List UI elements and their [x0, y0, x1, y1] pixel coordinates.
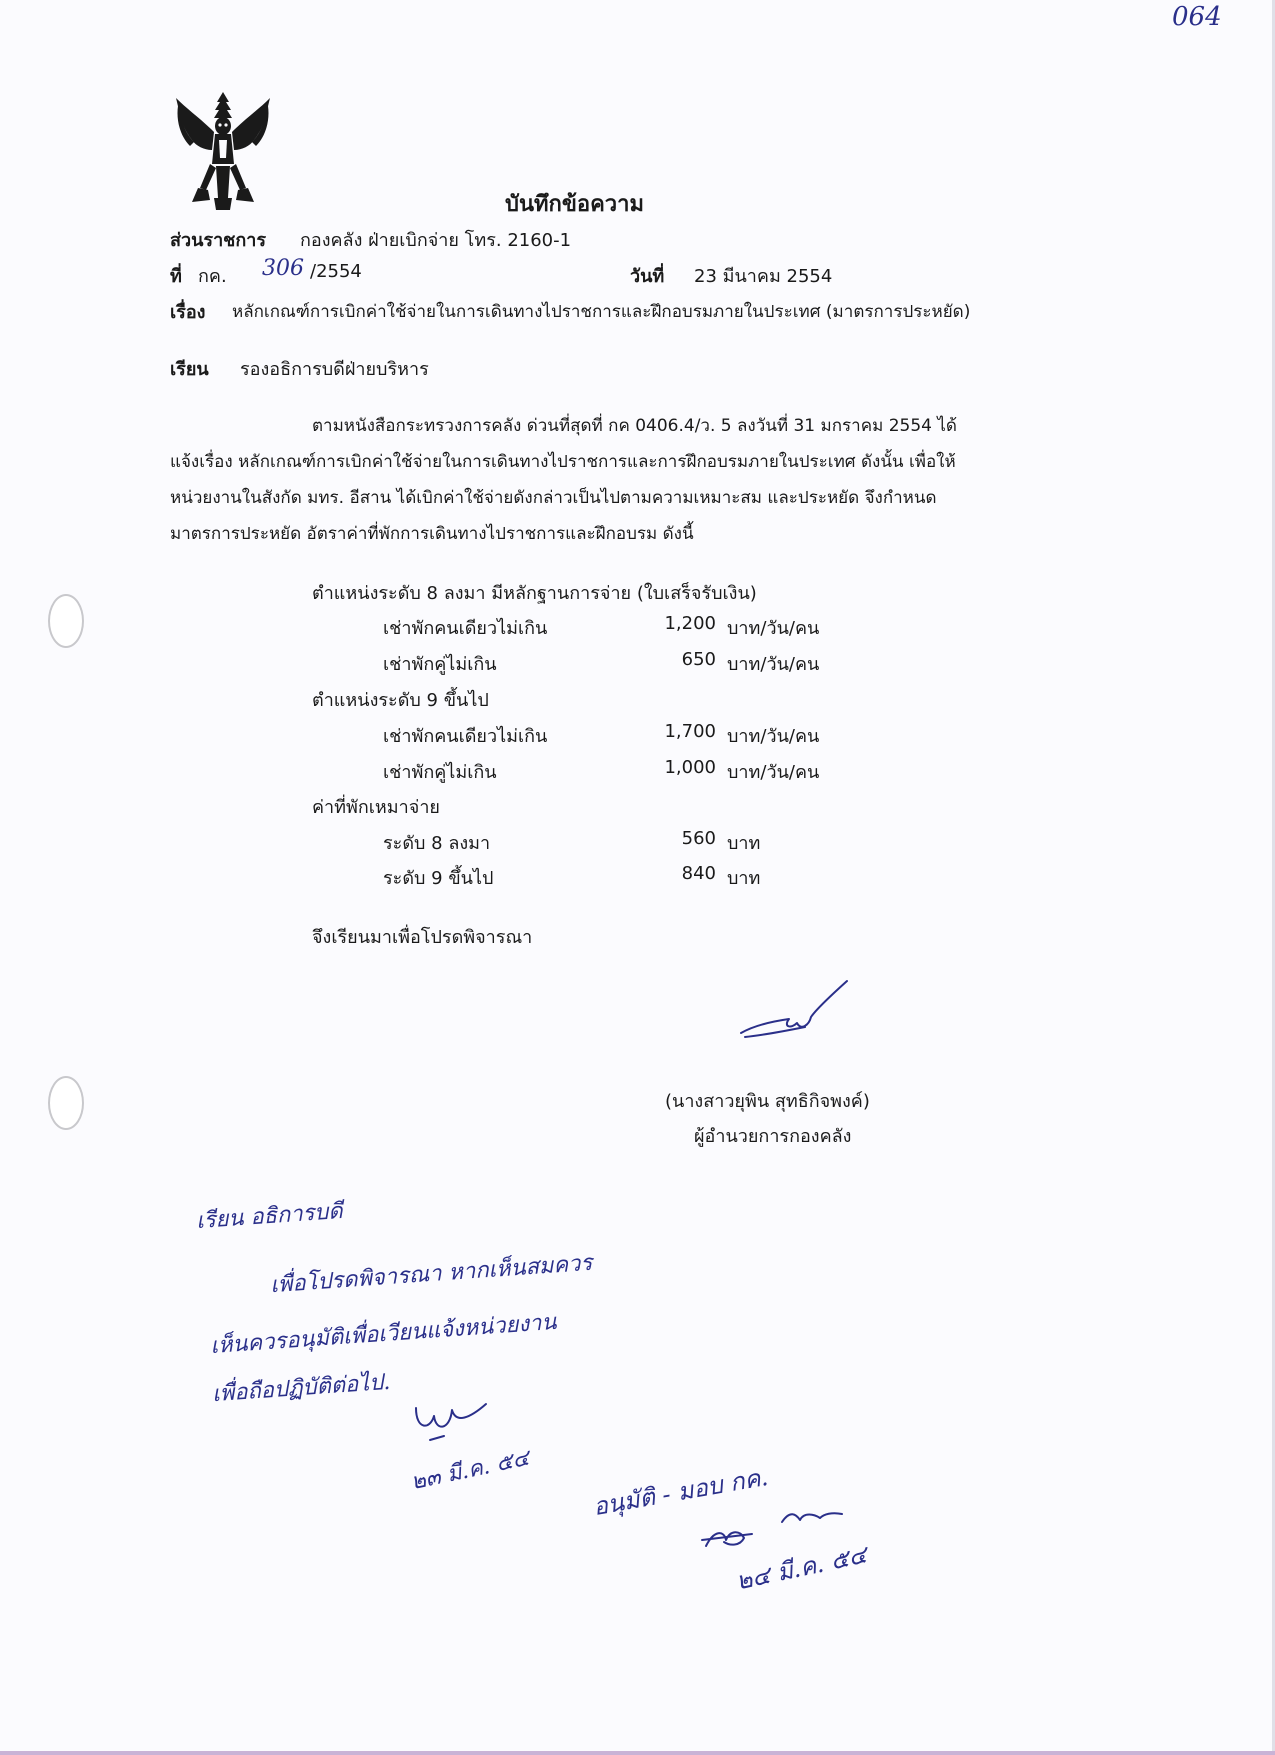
reference-number: 306: [262, 256, 304, 281]
handwritten-note-line-4: เพื่อถือปฏิบัติต่อไป.: [211, 1369, 392, 1408]
date-value: 23 มีนาคม 2554: [694, 266, 833, 287]
rate-row-unit: บาท/วัน/คน: [727, 654, 820, 675]
department-label: ส่วนราชการ: [170, 230, 267, 251]
page-bottom-edge: [0, 1751, 1275, 1755]
rate-row-amount: 840: [681, 863, 716, 884]
rate-row-amount: 1,000: [664, 757, 716, 778]
rate-row-amount: 1,200: [664, 613, 716, 634]
reference-suffix: /2554: [310, 261, 362, 282]
punch-hole: [48, 1076, 84, 1130]
date-label: วันที่: [630, 266, 665, 287]
signer-name: (นางสาวยุพิน สุทธิกิจพงค์): [665, 1091, 870, 1112]
rate-row-label: เช่าพักคนเดียวไม่เกิน: [383, 618, 548, 639]
body-line-2: แจ้งเรื่อง หลักเกณฑ์การเบิกค่าใช้จ่ายในการเดินทางไปราชการและการฝึกอบรมภายในประเทศ ดังนั้น เพื่อให้: [170, 452, 956, 472]
reference-prefix: กค.: [198, 266, 227, 287]
handwritten-note-line-1: เรียน อธิการบดี: [195, 1198, 344, 1235]
approval-date: ๒๔ มี.ค. ๕๔: [733, 1540, 870, 1596]
rate-row-amount: 560: [681, 828, 716, 849]
body-line-1: ตามหนังสือกระทรวงการคลัง ด่วนที่สุดที่ กค 0406.4/ว. 5 ลงวันที่ 31 มกราคม 2554 ได้: [312, 416, 957, 436]
subject-label: เรื่อง: [170, 302, 206, 323]
rate-row-label: ระดับ 9 ขึ้นไป: [383, 868, 494, 889]
rate-row-label: เช่าพักคู่ไม่เกิน: [383, 654, 497, 675]
recipient-label: เรียน: [170, 359, 209, 380]
rate-row-label: เช่าพักคู่ไม่เกิน: [383, 762, 497, 783]
signer-position: ผู้อำนวยการกองคลัง: [694, 1126, 852, 1147]
rate-row-label: เช่าพักคนเดียวไม่เกิน: [383, 726, 548, 747]
rate-row-unit: บาท: [727, 868, 761, 889]
rate-row-unit: บาท/วัน/คน: [727, 726, 820, 747]
rate-row-amount: 1,700: [664, 721, 716, 742]
handwritten-note-line-2: เพื่อโปรดพิจารณา หากเห็นสมควร: [269, 1250, 594, 1299]
rate-group-1-title: ตำแหน่งระดับ 8 ลงมา มีหลักฐานการจ่าย (ใบเสร็จรับเงิน): [312, 583, 757, 604]
page-number: 064: [1172, 2, 1222, 32]
punch-hole: [48, 594, 84, 648]
rate-row-unit: บาท/วัน/คน: [727, 618, 820, 639]
department-value: กองคลัง ฝ่ายเบิกจ่าย โทร. 2160-1: [300, 230, 572, 251]
reference-label: ที่: [170, 266, 182, 287]
endorsement-signature: [410, 1400, 490, 1450]
rate-row-unit: บาท: [727, 833, 761, 854]
rate-row-amount: 650: [681, 649, 716, 670]
handwritten-note-date: ๒๓ มี.ค. ๕๔: [408, 1445, 532, 1496]
rate-row-unit: บาท/วัน/คน: [727, 762, 820, 783]
garuda-emblem-icon: [170, 88, 276, 214]
subject-value: หลักเกณฑ์การเบิกค่าใช้จ่ายในการเดินทางไปราชการและฝึกอบรมภายในประเทศ (มาตรการประหยัด): [232, 302, 971, 322]
closing-line: จึงเรียนมาเพื่อโปรดพิจารณา: [312, 927, 533, 948]
director-signature: [735, 975, 855, 1045]
rate-group-2-title: ตำแหน่งระดับ 9 ขึ้นไป: [312, 690, 489, 711]
memo-title: บันทึกข้อความ: [505, 192, 645, 217]
approval-order-text: อนุมัติ - มอบ กค.: [590, 1462, 771, 1522]
recipient-value: รองอธิการบดีฝ่ายบริหาร: [240, 359, 429, 380]
rate-group-3-title: ค่าที่พักเหมาจ่าย: [312, 797, 440, 818]
body-line-3: หน่วยงานในสังกัด มทร. อีสาน ได้เบิกค่าใช้จ่ายดังกล่าวเป็นไปตามความเหมาะสม และประหยัด จึงกำหนด: [170, 488, 937, 508]
rate-row-label: ระดับ 8 ลงมา: [383, 833, 491, 854]
body-line-4: มาตรการประหยัด อัตราค่าที่พักการเดินทางไปราชการและฝึกอบรม ดังนี้: [170, 524, 694, 544]
handwritten-note-line-3: เห็นควรอนุมัติเพื่อเวียนแจ้งหน่วยงาน: [209, 1309, 558, 1360]
